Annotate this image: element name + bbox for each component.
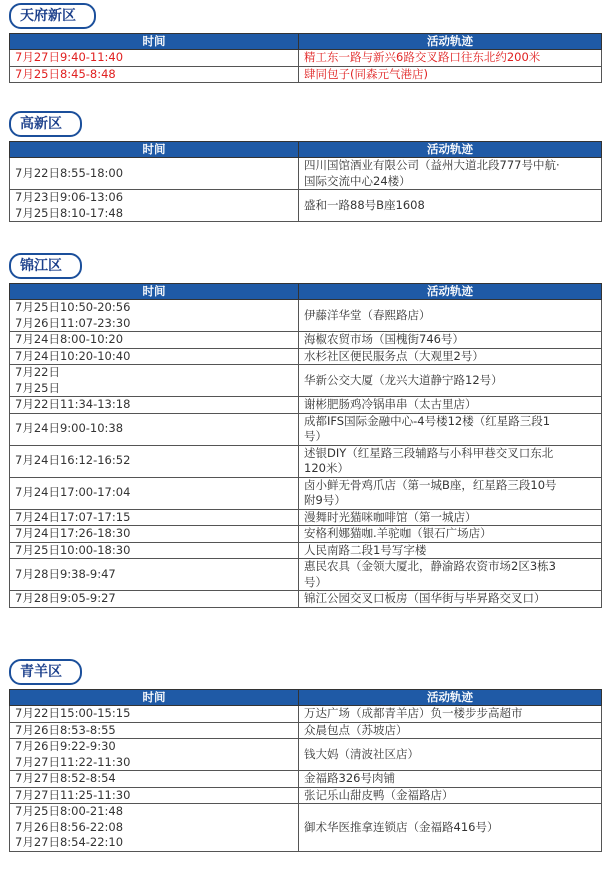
header-track: 活动轨迹: [299, 142, 602, 158]
time-cell: [10, 413, 299, 445]
time-text: 7月27日11:22-11:30: [15, 754, 131, 769]
place-text: 万达广场（成都青羊店）负一楼步步高超市: [304, 706, 523, 720]
time-text: 7月22日: [15, 365, 60, 379]
header-time: 时间: [10, 34, 299, 50]
table-header-row: [10, 284, 602, 300]
table-row: [10, 158, 602, 190]
time-text: 7月25日8:10-17:48: [15, 205, 124, 220]
district-section: [9, 111, 602, 222]
time-cell: [10, 771, 299, 788]
track-table: [9, 141, 602, 222]
time-cell: [10, 50, 299, 67]
track-table: [9, 689, 602, 852]
place-text: 惠民农具（金领大厦北，静渝路农资市场2区3栋3: [304, 559, 556, 573]
place-text: 漫舞时光猫咪咖啡馆（第一城店）: [304, 509, 477, 524]
place-cell: [299, 526, 602, 543]
place-cell: [299, 804, 602, 852]
time-text: 7月27日8:54-22:10: [15, 835, 124, 849]
place-cell: [299, 50, 602, 67]
time-text: 7月26日8:53-8:55: [15, 722, 116, 737]
table-row: [10, 50, 602, 67]
place-text: 成都IFS国际金融中心-4号楼12楼（红星路三段1: [304, 413, 551, 428]
district-section: [9, 3, 602, 83]
table-row: [10, 300, 602, 332]
header-track: 活动轨迹: [299, 690, 602, 706]
time-text: 7月26日11:07-23:30: [15, 315, 131, 330]
place-cell: [299, 706, 602, 723]
track-table: [9, 283, 602, 608]
time-text: 7月22日11:34-13:18: [15, 397, 131, 411]
table-header-row: [10, 690, 602, 706]
district-badge-wrap: [9, 111, 602, 135]
header-time: 时间: [10, 690, 299, 706]
time-cell: [10, 804, 299, 852]
place-text: 金福路326号肉铺: [304, 771, 395, 785]
time-cell: [10, 477, 299, 509]
place-text: 卤小鲜无骨鸡爪店（第一城B座，红星路三段10号: [304, 477, 557, 492]
district-badge: 锦江区: [9, 253, 82, 279]
header-time: 时间: [10, 284, 299, 300]
place-text: 号）: [304, 429, 327, 443]
place-text: 120米）: [304, 461, 349, 475]
table-row: [10, 739, 602, 771]
district-badge-wrap: [9, 659, 602, 683]
time-text: 7月23日9:06-13:06: [15, 190, 124, 204]
time-text: 7月27日9:40-11:40: [15, 50, 124, 64]
place-text: 盛和一路88号B座1608: [304, 197, 425, 212]
place-cell: [299, 445, 602, 477]
place-text: 张记乐山甜皮鸭（金福路店）: [304, 787, 454, 802]
time-cell: [10, 542, 299, 559]
time-cell: [10, 190, 299, 222]
place-text: 谢彬肥肠鸡冷锅串串（太古里店）: [304, 397, 477, 411]
place-cell: [299, 332, 602, 349]
track-table: [9, 33, 602, 83]
place-cell: [299, 365, 602, 397]
place-text: 四川国馆酒业有限公司（益州大道北段777号中航·: [304, 158, 560, 172]
table-row: [10, 804, 602, 852]
time-cell: [10, 787, 299, 804]
place-cell: [299, 190, 602, 222]
time-cell: [10, 397, 299, 414]
district-section: [9, 659, 602, 852]
table-row: [10, 477, 602, 509]
time-cell: [10, 348, 299, 365]
place-text: 附9号）: [304, 493, 346, 507]
time-text: 7月25日10:50-20:56: [15, 300, 131, 314]
header-track: 活动轨迹: [299, 284, 602, 300]
table-row: [10, 722, 602, 739]
table-row: [10, 332, 602, 349]
time-text: 7月24日9:00-10:38: [15, 421, 124, 436]
time-text: 7月27日11:25-11:30: [15, 787, 131, 802]
time-text: 7月24日10:20-10:40: [15, 348, 131, 363]
place-cell: [299, 771, 602, 788]
place-text: 伊藤洋华堂（春熙路店）: [304, 307, 431, 322]
place-cell: [299, 739, 602, 771]
table-row: [10, 365, 602, 397]
district-section: [9, 253, 602, 608]
district-badge: 天府新区: [9, 3, 96, 29]
time-text: 7月24日17:26-18:30: [15, 526, 131, 540]
time-cell: [10, 739, 299, 771]
place-text: 述银DIY（红星路三段辅路与小科甲巷交叉口东北: [304, 445, 554, 460]
time-cell: [10, 445, 299, 477]
table-row: [10, 445, 602, 477]
time-text: 7月26日8:56-22:08: [15, 819, 124, 834]
place-text: 号）: [304, 574, 327, 589]
time-cell: [10, 559, 299, 591]
place-cell: [299, 591, 602, 608]
place-text: 肆同包子(同森元气港店): [304, 66, 428, 81]
table-row: [10, 526, 602, 543]
table-row: [10, 66, 602, 83]
table-row: [10, 348, 602, 365]
time-cell: [10, 66, 299, 83]
time-text: 7月28日9:38-9:47: [15, 566, 116, 581]
time-text: 7月27日8:52-8:54: [15, 771, 116, 785]
place-cell: [299, 348, 602, 365]
place-text: 御术华医推拿连锁店（金福路416号）: [304, 819, 499, 834]
table-row: [10, 787, 602, 804]
table-header-row: [10, 34, 602, 50]
table-row: [10, 413, 602, 445]
place-text: 众晨包点（苏坡店）: [304, 722, 408, 737]
place-text: 人民南路二段1号写字楼: [304, 542, 427, 557]
time-text: 7月25日: [15, 380, 60, 395]
time-cell: [10, 332, 299, 349]
table-row: [10, 559, 602, 591]
table-row: [10, 706, 602, 723]
place-text: 锦江公园交叉口板房（国华街与毕昇路交叉口）: [304, 591, 546, 605]
time-text: 7月24日8:00-10:20: [15, 332, 124, 346]
table-row: [10, 397, 602, 414]
place-text: 钱大妈（清波社区店）: [304, 746, 419, 761]
header-track: 活动轨迹: [299, 34, 602, 50]
district-badge: 青羊区: [9, 659, 82, 685]
place-cell: [299, 413, 602, 445]
table-row: [10, 542, 602, 559]
time-text: 7月24日17:07-17:15: [15, 509, 131, 524]
table-row: [10, 771, 602, 788]
time-text: 7月22日15:00-15:15: [15, 706, 131, 720]
place-cell: [299, 787, 602, 804]
time-cell: [10, 300, 299, 332]
place-cell: [299, 300, 602, 332]
district-badge: 高新区: [9, 111, 82, 137]
place-cell: [299, 66, 602, 83]
time-text: 7月24日16:12-16:52: [15, 453, 131, 468]
time-cell: [10, 706, 299, 723]
place-cell: [299, 722, 602, 739]
time-text: 7月25日10:00-18:30: [15, 542, 131, 557]
place-text: 华新公交大厦（龙兴大道静宁路12号）: [304, 372, 503, 387]
header-time: 时间: [10, 142, 299, 158]
place-cell: [299, 397, 602, 414]
place-cell: [299, 158, 602, 190]
time-cell: [10, 722, 299, 739]
place-text: 精工东一路与新兴6路交叉路口往东北约200米: [304, 50, 541, 64]
place-cell: [299, 477, 602, 509]
table-row: [10, 190, 602, 222]
place-text: 海椒农贸市场（国槐街746号）: [304, 332, 464, 346]
time-text: 7月25日8:45-8:48: [15, 66, 116, 81]
time-text: 7月25日8:00-21:48: [15, 804, 124, 818]
place-text: 国际交流中心24楼）: [304, 173, 411, 188]
time-cell: [10, 526, 299, 543]
time-cell: [10, 158, 299, 190]
place-cell: [299, 509, 602, 526]
district-badge-wrap: [9, 3, 602, 27]
place-text: 安格利娜猫咖.羊驼咖（银石广场店）: [304, 526, 492, 540]
place-cell: [299, 559, 602, 591]
district-badge-wrap: [9, 253, 602, 277]
time-cell: [10, 509, 299, 526]
time-cell: [10, 365, 299, 397]
time-cell: [10, 591, 299, 608]
table-header-row: [10, 142, 602, 158]
time-text: 7月22日8:55-18:00: [15, 165, 124, 180]
time-text: 7月24日17:00-17:04: [15, 485, 131, 500]
time-text: 7月28日9:05-9:27: [15, 591, 116, 605]
time-text: 7月26日9:22-9:30: [15, 739, 116, 753]
place-cell: [299, 542, 602, 559]
table-row: [10, 591, 602, 608]
place-text: 水杉社区便民服务点（大观里2号）: [304, 348, 484, 363]
table-row: [10, 509, 602, 526]
